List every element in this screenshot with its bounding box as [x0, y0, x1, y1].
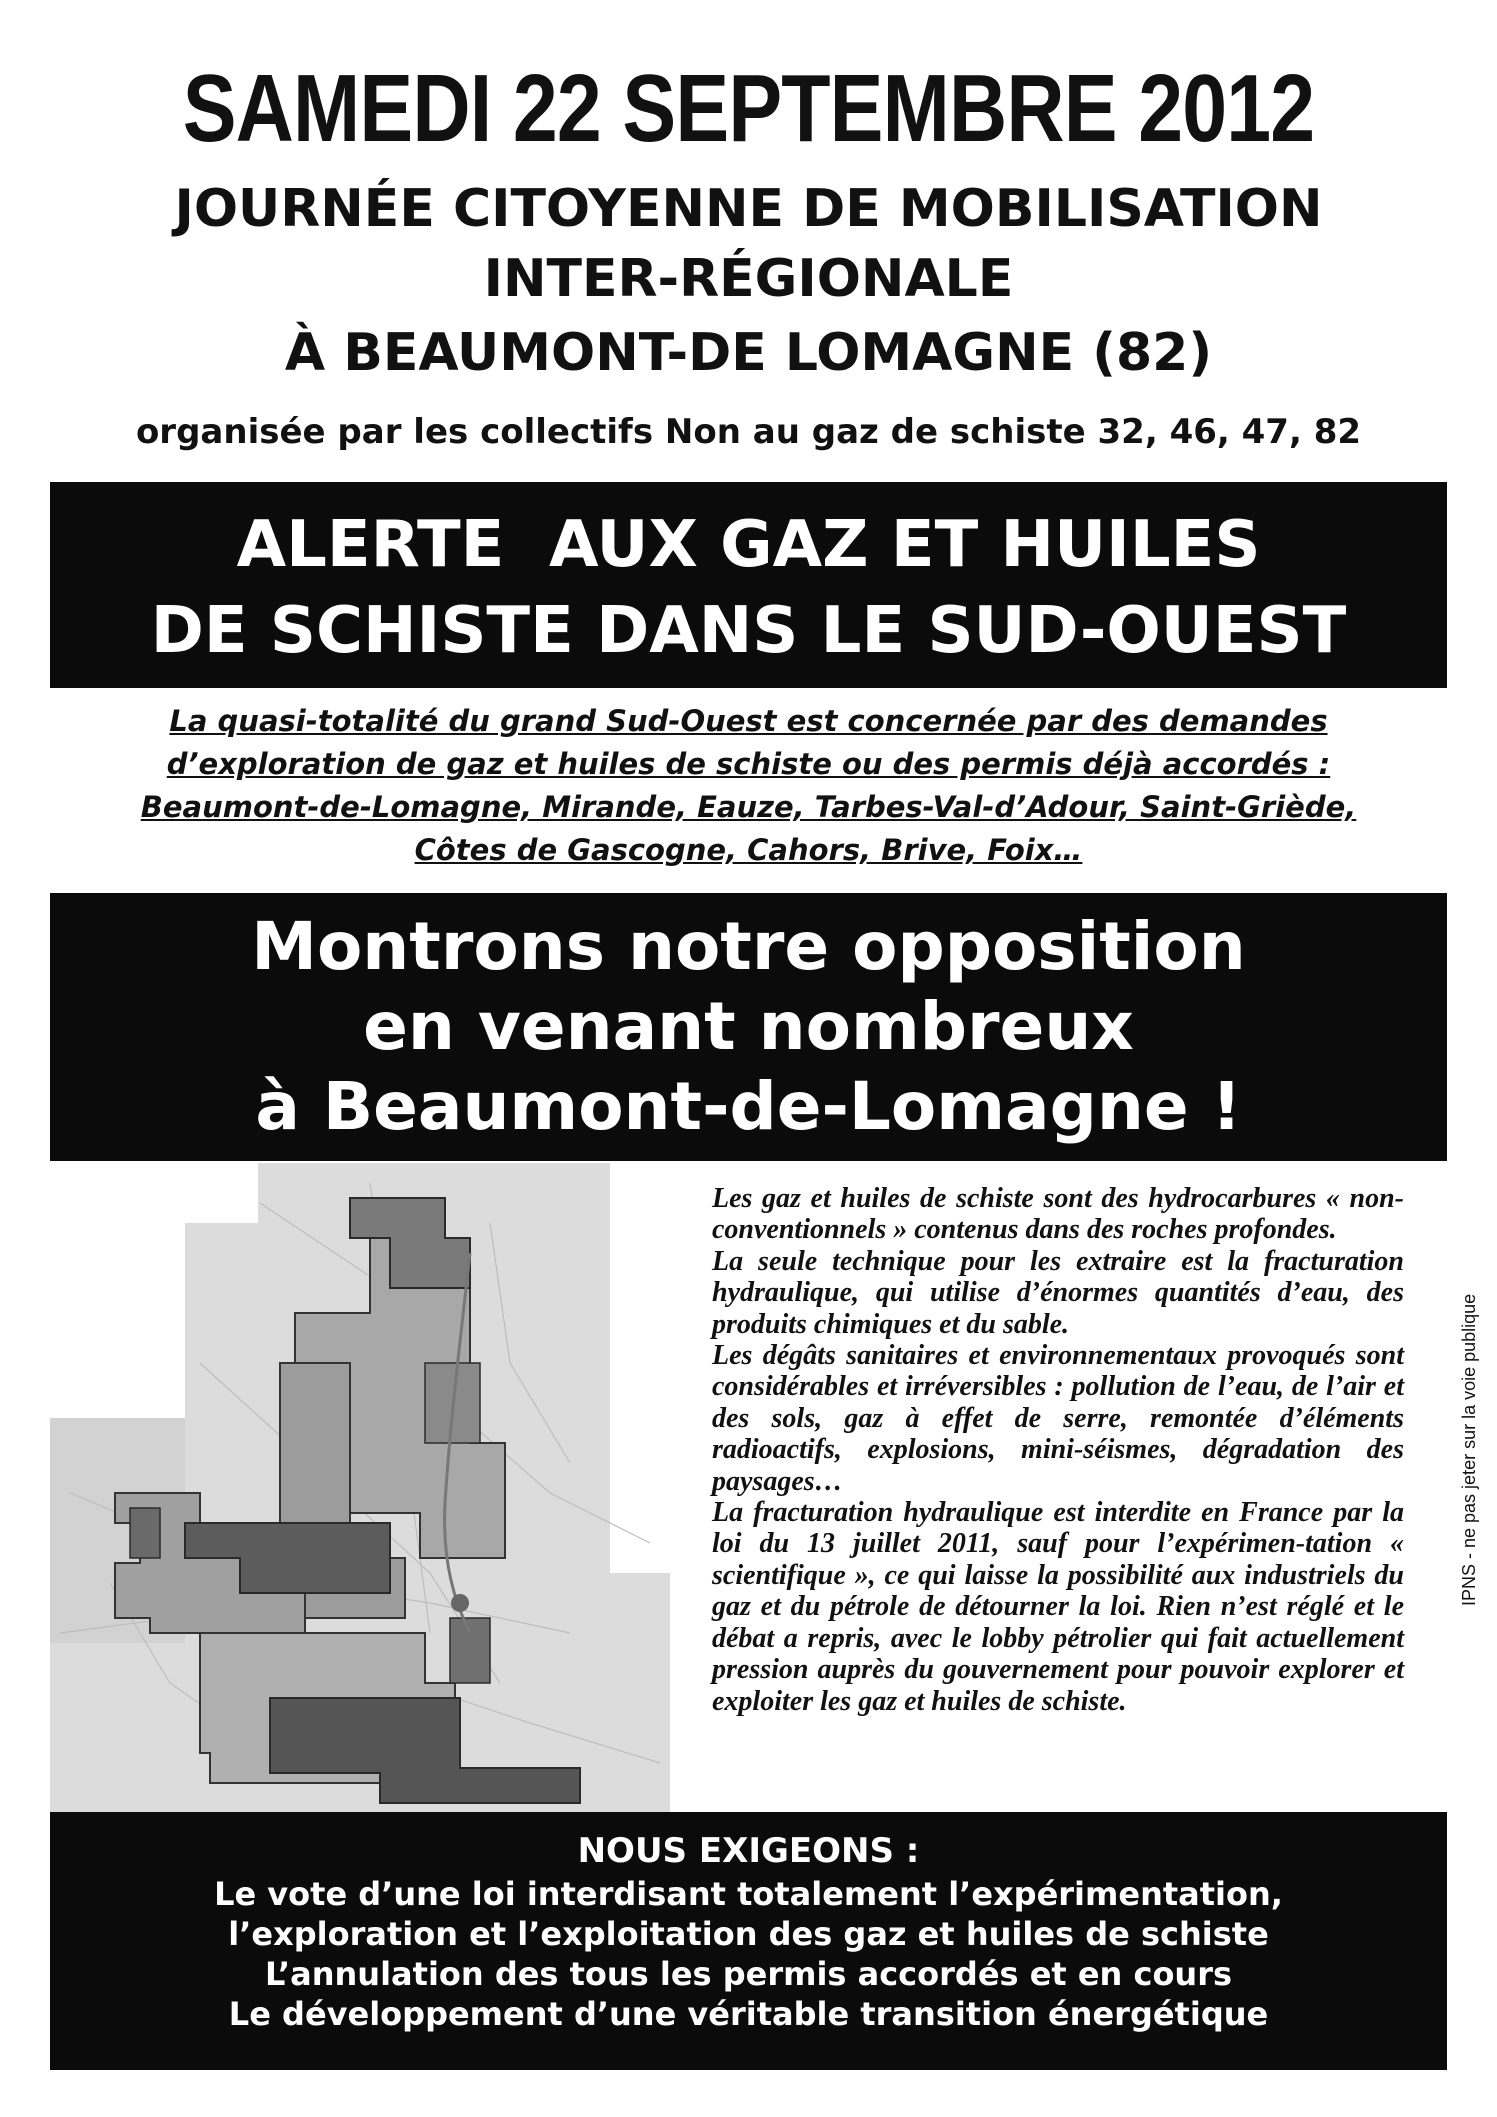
- concern-line-3: Beaumont-de-Lomagne, Mirande, Eauze, Tarbes-Val-d’Adour, Saint-Griède,: [140, 790, 1357, 824]
- concern-line-4: Côtes de Gascogne, Cahors, Brive, Foix…: [414, 833, 1083, 867]
- alert-banner: [50, 482, 1447, 688]
- call-line-1: Montrons notre opposition: [251, 908, 1246, 985]
- demands-banner: [50, 1812, 1447, 2070]
- article-paragraph: La seule technique pour les extraire est la fracturation hydraulique, qui utilise d’énormes quantités d’eau, des produits chimiques et du sable.: [712, 1245, 1404, 1340]
- alert-line-2: DE SCHISTE DANS LE SUD-OUEST: [150, 594, 1347, 668]
- demand-line-3: L’annulation des tous les permis accordés et en cours: [264, 1955, 1233, 1993]
- concern-line-2: d’exploration de gaz et huiles de schiste ou des permis déjà accordés :: [166, 747, 1331, 781]
- demand-line-1: Le vote d’une loi interdisant totalement l’expérimentation,: [214, 1875, 1283, 1913]
- concern-paragraph: [0, 700, 1497, 872]
- event-date: SAMEDI 22 SEPTEMBRE 2012: [182, 55, 1315, 162]
- article-paragraph: Les dégâts sanitaires et environnementaux provoqués sont considérables et irréversibles : pollution de l’eau, de l’air et des sols, gaz à effet de serre, remontée d’éléments radioactifs, explosions, mini-séismes, dégradation des paysages…: [712, 1340, 1404, 1497]
- demands-heading: NOUS EXIGEONS :: [577, 1831, 920, 1871]
- demand-line-4: Le développement d’une véritable transition énergétique: [228, 1995, 1269, 2033]
- demand-line-2: l’exploration et l’exploitation des gaz et huiles de schiste: [228, 1915, 1269, 1953]
- subtitle-line-3: À BEAUMONT-DE LOMAGNE (82): [284, 323, 1213, 383]
- permit-zones-map-icon: [50, 1163, 670, 1818]
- call-banner: [50, 893, 1447, 1161]
- article-text: [712, 1183, 1404, 1717]
- article-paragraph: La fracturation hydraulique est interdite en France par la loi du 13 juillet 2011, sauf pour l’expérimen-tation « scientifique », ce qui laisse la possibilité aux industriels du gaz et du pétrole de détourner la loi. Rien n’est réglé et le débat a repris, avec le lobby pétrolier qui fait actuellement pression auprès du gouvernement pour pouvoir explorer et exploiter les gaz et huiles de schiste.: [712, 1497, 1404, 1717]
- concern-line-1: La quasi-totalité du grand Sud-Ouest est concernée par des demandes: [169, 704, 1328, 738]
- ipns-side-note: IPNS - ne pas jeter sur la voie publique: [1459, 1293, 1479, 1606]
- call-line-2: en venant nombreux: [363, 988, 1134, 1065]
- organizer-line: organisée par les collectifs Non au gaz de schiste 32, 46, 47, 82: [135, 412, 1362, 452]
- alert-line-1: ALERTE AUX GAZ ET HUILES: [236, 508, 1261, 582]
- call-line-3: à Beaumont-de-Lomagne !: [255, 1068, 1242, 1145]
- subtitle-line-2: INTER-RÉGIONALE: [483, 249, 1014, 309]
- subtitle-line-1: JOURNÉE CITOYENNE DE MOBILISATION: [174, 179, 1323, 239]
- article-paragraph: Les gaz et huiles de schiste sont des hydrocarbures « non-conventionnels » contenus dans des roches profondes.: [712, 1183, 1404, 1246]
